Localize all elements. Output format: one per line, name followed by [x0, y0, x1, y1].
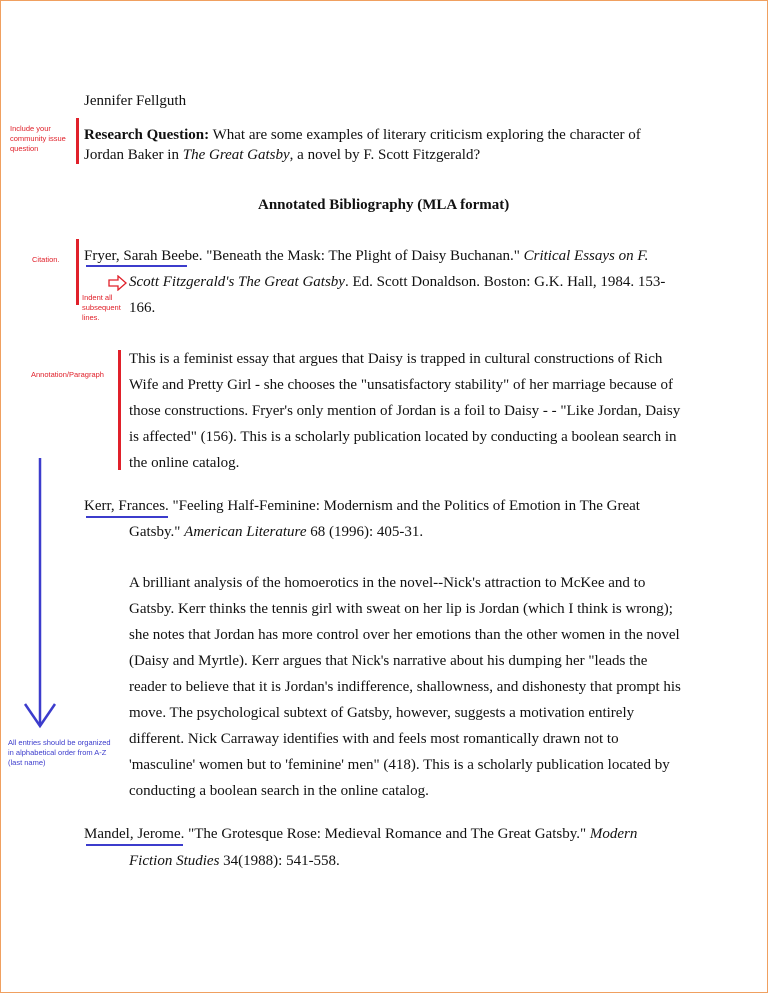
entry-fryer-line-2 [129, 269, 665, 295]
annotation-line: move. The psychological subtext of Gatsby, however, suggests a motivation entirely [129, 705, 635, 721]
note-line: community issue [10, 134, 66, 143]
author-name: Jennifer Fellguth [84, 93, 187, 109]
author-underline [86, 516, 168, 518]
text-span: Gatsby." [129, 524, 185, 540]
annotation-line: 'masculine' women but to 'feminine' men" (418). This is a scholarly publication located by [129, 757, 670, 773]
source-title: Modern [589, 826, 638, 842]
author-underline [86, 265, 187, 267]
annotation-line: Gatsby. Kerr thinks the tennis girl with sweat on her lip is Jordan (which I think is wrong); [129, 601, 673, 617]
note-line: lines. [82, 313, 100, 322]
note-community-issue [10, 124, 66, 154]
text-span: 34(1988): 541-558. [219, 853, 340, 869]
research-question-label: Research Question: [84, 127, 210, 143]
annotation-line: conducting a boolean search in the online catalog. [129, 783, 429, 799]
source-title: Critical Essays on F. [523, 248, 649, 264]
research-question-text: What are some examples of literary criticism exploring the character of [209, 127, 641, 143]
text-span: . Ed. Scott Donaldson. Boston: G.K. Hall, 1984. 153- [344, 274, 666, 290]
note-indent [82, 293, 121, 323]
page-heading: Annotated Bibliography (MLA format) [258, 197, 510, 213]
entry-author: Kerr, Frances [84, 498, 166, 514]
text-span: . "The Grotesque Rose: Medieval Romance and The Great Gatsby." [180, 826, 590, 842]
annotation-line: is affected" (156). This is a scholarly publication located by conducting a boolean search in [129, 429, 677, 445]
source-title: Scott Fitzgerald's The Great Gatsby [129, 274, 345, 290]
note-citation: Citation. [32, 255, 60, 264]
note-line: Indent all [82, 293, 113, 302]
research-question-line-1 [84, 125, 641, 145]
note-annotation: Annotation/Paragraph [31, 370, 104, 379]
note-line: All entries should be organized [8, 738, 111, 747]
note-line: Include your [10, 124, 51, 133]
text-span: . "Beneath the Mask: The Plight of Daisy Buchanan." [198, 248, 524, 264]
citation-marker [76, 239, 79, 305]
note-line: (last name) [8, 758, 46, 767]
annotation-line: she notes that Jordan has more control over her emotions than the other women in the novel [129, 627, 680, 643]
research-question-line-2 [84, 145, 641, 165]
annotation-line: reader to believe that it is Jordan's indifference, shallowness, and dishonesty that prompt his [129, 679, 681, 695]
book-title: The Great Gatsby [182, 147, 290, 163]
entry-author: Mandel, Jerome [84, 826, 181, 842]
note-line: question [10, 144, 39, 153]
annotation-line: Wife and Pretty Girl - she chooses the "unsatisfactory stability" of her marriage because of [129, 377, 673, 393]
annotation-line: those constructions. Fryer's only mention of Jordan is a foil to Daisy - - "Like Jordan, Daisy [129, 403, 681, 419]
annotation-line: the online catalog. [129, 455, 240, 471]
entry-fryer-line-3: 166. [129, 300, 156, 316]
source-title: Fiction Studies [129, 853, 220, 869]
note-alphabetical [8, 738, 111, 768]
annotation-marker [118, 350, 121, 470]
text-span: . "Feeling Half-Feminine: Modernism and the Politics of Emotion in The Great [165, 498, 640, 514]
annotation-line: (Daisy and Myrtle). Kerr argues that Nick's narrative about his dumping her "leads the [129, 653, 648, 669]
annotation-line: This is a feminist essay that argues that Daisy is trapped in cultural constructions of Rich [129, 351, 663, 367]
annotation-fryer [129, 346, 680, 476]
research-question-marker [76, 118, 79, 164]
annotation-kerr [129, 570, 681, 804]
annotation-line: A brilliant analysis of the homoerotics in the novel--Nick's attraction to McKee and to [129, 575, 646, 591]
source-title: American Literature [184, 524, 307, 540]
arrow-right-icon [108, 275, 128, 291]
entry-mandel-line-2 [129, 848, 340, 874]
entry-author: Fryer, Sarah Beebe [84, 248, 199, 264]
note-line: subsequent [82, 303, 121, 312]
text-span: Jordan Baker in [84, 147, 183, 163]
note-line: in alphabetical order from A-Z [8, 748, 107, 757]
text-span: , a novel by F. Scott Fitzgerald? [289, 147, 481, 163]
entry-kerr-line-2 [129, 519, 423, 545]
author-underline [86, 844, 183, 846]
arrow-down-icon [22, 456, 58, 732]
annotation-line: different. Nick Carraway identifies with and feels most romantically drawn not to [129, 731, 619, 747]
text-span: 68 (1996): 405-31. [306, 524, 424, 540]
research-question [84, 125, 641, 165]
